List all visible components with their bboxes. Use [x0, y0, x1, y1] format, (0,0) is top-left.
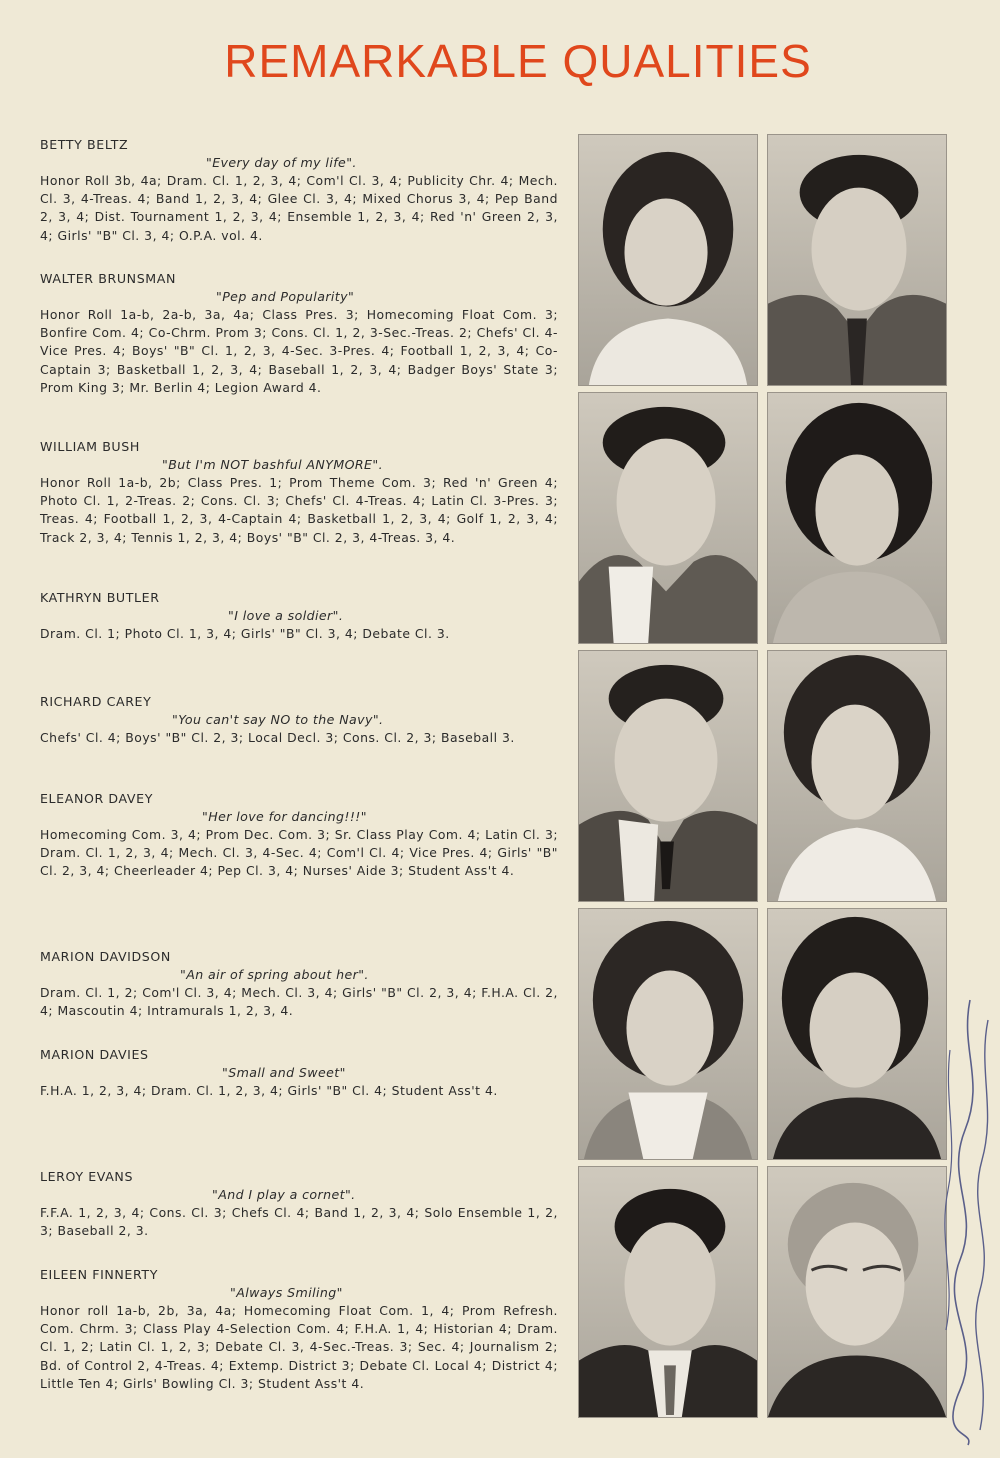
student-name: WILLIAM BUSH	[40, 439, 140, 454]
student-entry	[40, 270, 558, 397]
student-quote: "I love a soldier".	[228, 608, 344, 623]
student-name: EILEEN FINNERTY	[40, 1267, 159, 1282]
student-activities: F.F.A. 1, 2, 3, 4; Cons. Cl. 3; Chefs Cl. 4; Band 1, 2, 3, 4; Solo Ensemble 1, 2, 3; Baseball 2, 3.	[40, 1205, 558, 1239]
portrait-photo-betty-beltz	[578, 134, 758, 386]
student-activities: Honor Roll 1a-b, 2a-b, 3a, 4a; Class Pres. 3; Homecoming Float Com. 3; Bonfire Com. 4; Co-Chrm. Prom 3; Cons. Cl. 1, 2, 3-Sec.-Treas. 2; Chefs' Cl. 4-Vice Pres. 4; Boys' "B" Cl. 1, 2, 3, 4-Sec. 3-Pres. 4; Football 1, 2, 3, 4; Co-Captain 3; Basketball 1, 2, 3, 4; Baseball 1, 2, 3, 4; Badger Boys' State 3; Prom King 3; Mr. Berlin 4; Legion Award 4.	[40, 307, 558, 395]
student-name: LEROY EVANS	[40, 1169, 134, 1184]
student-entry	[40, 589, 558, 643]
student-quote: "Her love for dancing!!!"	[202, 809, 367, 824]
portrait-photo-walter-brunsman	[767, 134, 947, 386]
student-name: MARION DAVIDSON	[40, 949, 171, 964]
student-activities: Honor Roll 1a-b, 2b; Class Pres. 1; Prom Theme Com. 3; Red 'n' Green 4; Photo Cl. 1, 2-Treas. 2; Cons. Cl. 3; Chefs' Cl. 4-Treas. 4; Latin Cl. 3-Pres. 3; Treas. 4; Football 1, 2, 3, 4-Captain 4; Basketball 1, 2, 3, 4; Golf 1, 2, 3, 4; Track 2, 3, 4; Tennis 1, 2, 3, 4; Boys' "B" Cl. 2, 3, 4-Treas. 3, 4.	[40, 475, 558, 545]
student-entry	[40, 1168, 558, 1240]
portrait-photo-leroy-evans	[578, 1166, 758, 1418]
student-entry	[40, 438, 558, 547]
student-entry	[40, 948, 558, 1020]
student-name: ELEANOR DAVEY	[40, 791, 153, 806]
student-quote: "Pep and Popularity"	[216, 289, 355, 304]
portrait-photo-william-bush	[578, 392, 758, 644]
student-activities: F.H.A. 1, 2, 3, 4; Dram. Cl. 1, 2, 3, 4; Girls' "B" Cl. 4; Student Ass't 4.	[40, 1083, 498, 1098]
student-quote: "Every day of my life".	[206, 155, 357, 170]
portrait-photo-kathryn-butler	[767, 392, 947, 644]
student-activities: Chefs' Cl. 4; Boys' "B" Cl. 2, 3; Local Decl. 3; Cons. Cl. 2, 3; Baseball 3.	[40, 730, 515, 745]
student-activities: Honor Roll 3b, 4a; Dram. Cl. 1, 2, 3, 4; Com'l Cl. 3, 4; Publicity Chr. 4; Mech. Cl. 3, 4-Treas. 4; Band 1, 2, 3, 4; Glee Cl. 3, 4; Mixed Chorus 3, 4; Pep Band 2, 3, 4; Dist. Tournament 1, 2, 3, 4; Ensemble 1, 2, 3, 4; Red 'n' Green 2, 3, 4; Girls' "B" Cl. 3, 4; O.P.A. vol. 4.	[40, 173, 558, 243]
portrait-photo-richard-carey	[578, 650, 758, 902]
student-quote: "Always Smiling"	[230, 1285, 343, 1300]
page-title: REMARKABLE QUALITIES	[224, 35, 812, 87]
student-activities: Dram. Cl. 1; Photo Cl. 1, 3, 4; Girls' "B" Cl. 3, 4; Debate Cl. 3.	[40, 626, 450, 641]
portrait-photo-eileen-finnerty	[767, 1166, 947, 1418]
student-entry	[40, 136, 558, 245]
student-entry	[40, 1046, 558, 1100]
student-activities: Honor roll 1a-b, 2b, 3a, 4a; Homecoming Float Com. 1, 4; Prom Refresh. Com. Chrm. 3; Class Play 4-Selection Com. 4; F.H.A. 1, 4; Historian 4; Dram. Cl. 1, 2; Latin Cl. 1, 2, 3; Debate Cl. 3, 4-Sec.-Treas. 3; Sec. 4; Journalism 2; Bd. of Control 2, 4-Treas. 4; Extemp. District 3; Debate Cl. Local 4; District 4; Little Ten 4; Girls' Bowling Cl. 3; Student Ass't 4.	[40, 1303, 558, 1391]
student-activities: Dram. Cl. 1, 2; Com'l Cl. 3, 4; Mech. Cl. 3, 4; Girls' "B" Cl. 2, 3, 4; F.H.A. Cl. 2, 4; Mascoutin 4; Intramurals 1, 2, 3, 4.	[40, 985, 558, 1019]
student-entry	[40, 693, 558, 747]
student-name: MARION DAVIES	[40, 1047, 149, 1062]
student-quote: "Small and Sweet"	[222, 1065, 346, 1080]
student-activities: Homecoming Com. 3, 4; Prom Dec. Com. 3; Sr. Class Play Com. 4; Latin Cl. 3; Dram. Cl. 1, 2, 3, 4; Mech. Cl. 3, 4-Sec. 4; Com'l Cl. 4; Vice Pres. 4; Girls' "B" Cl. 2, 3, 4; Cheerleader 4; Pep Cl. 3, 4; Nurses' Aide 3; Student Ass't 4.	[40, 827, 558, 879]
student-name: KATHRYN BUTLER	[40, 590, 160, 605]
student-entry	[40, 790, 558, 881]
student-name: WALTER BRUNSMAN	[40, 271, 176, 286]
student-entry	[40, 1266, 558, 1393]
student-name: BETTY BELTZ	[40, 137, 129, 152]
student-name: RICHARD CAREY	[40, 694, 152, 709]
portrait-photo-marion-davies	[767, 908, 947, 1160]
student-quote: "But I'm NOT bashful ANYMORE".	[162, 457, 384, 472]
student-quote: "And I play a cornet".	[212, 1187, 356, 1202]
student-quote: "You can't say NO to the Navy".	[172, 712, 384, 727]
student-quote: "An air of spring about her".	[180, 967, 369, 982]
portrait-grid	[578, 134, 948, 1424]
portrait-photo-eleanor-davey	[767, 650, 947, 902]
portrait-photo-marion-davidson	[578, 908, 758, 1160]
